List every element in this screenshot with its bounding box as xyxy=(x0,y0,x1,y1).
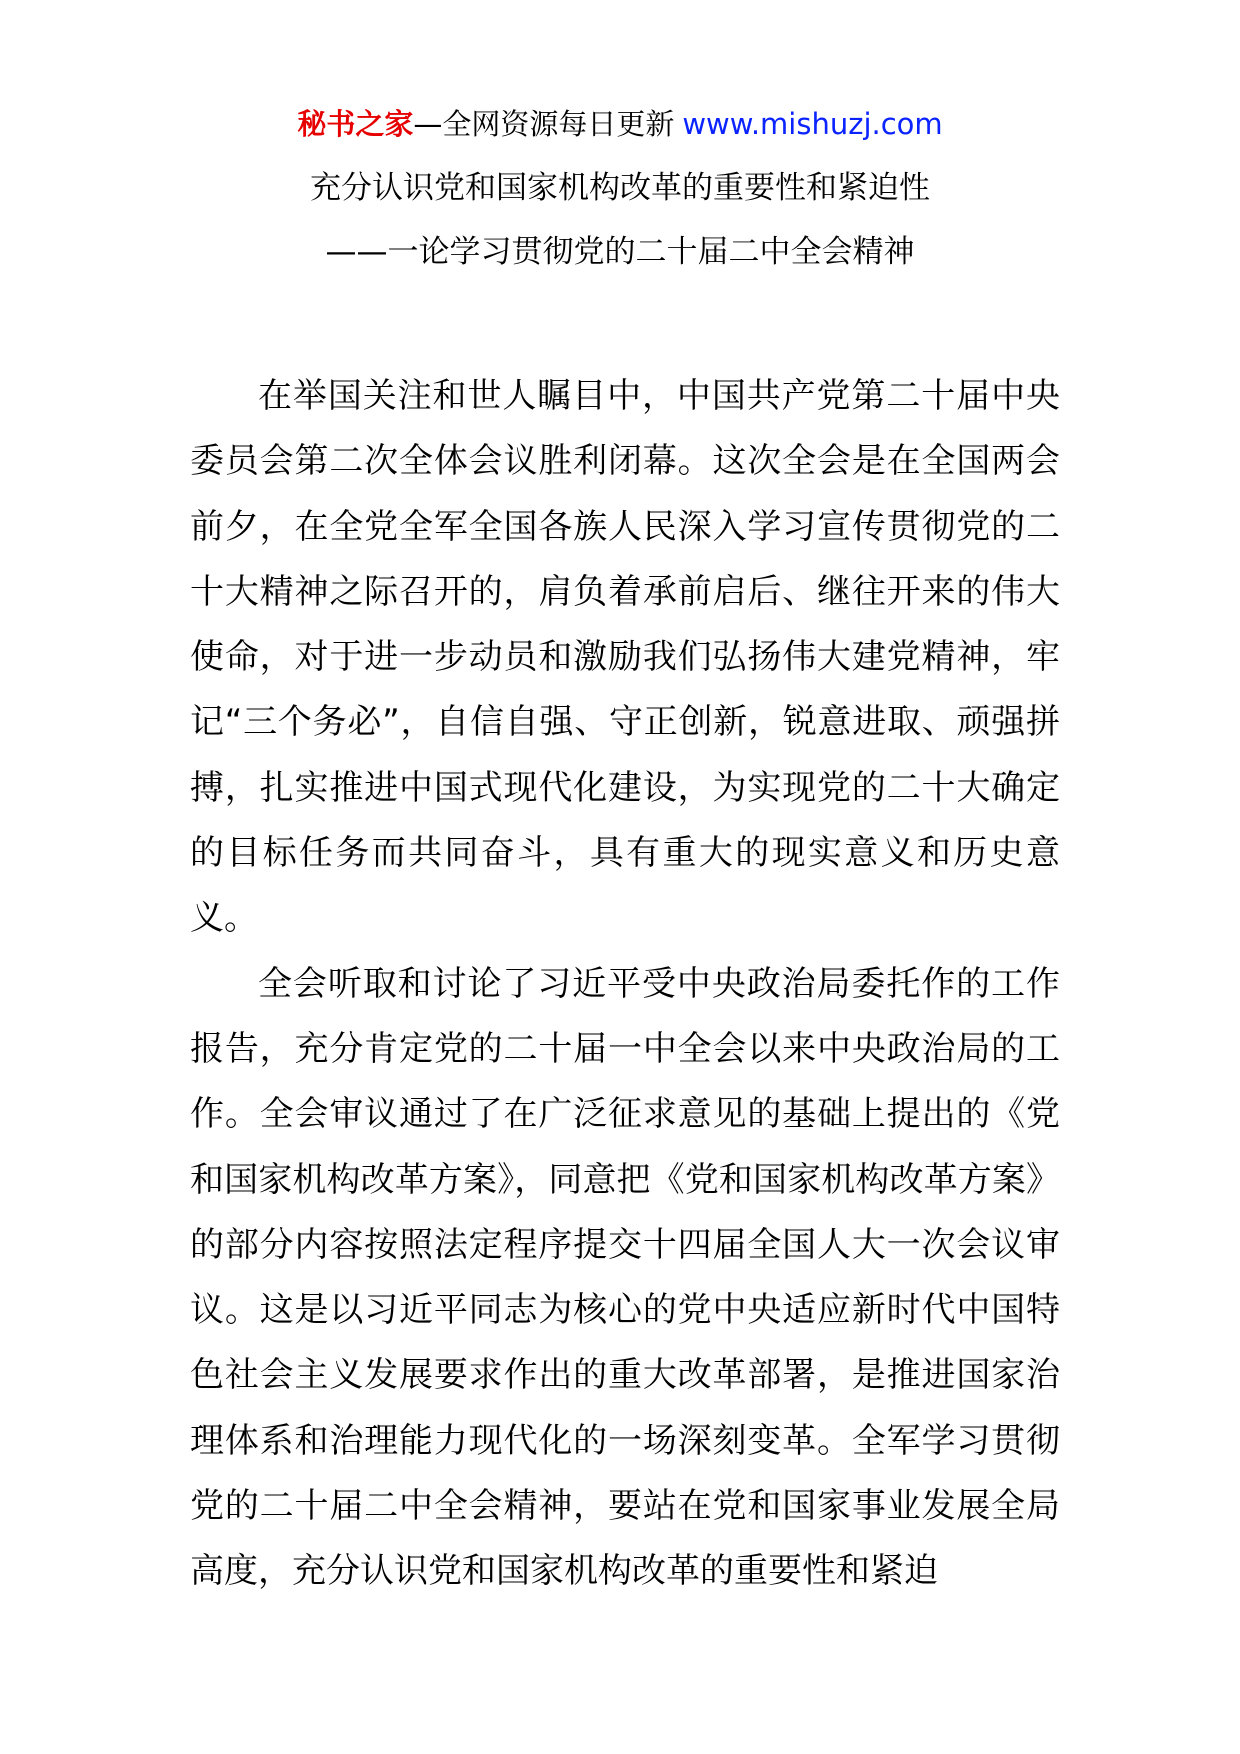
document-subtitle: ——一论学习贯彻党的二十届二中全会精神 xyxy=(325,234,915,270)
site-tagline: —全网资源每日更新 xyxy=(413,107,675,141)
site-header xyxy=(0,102,1240,146)
document-title: 充分认识党和国家机构改革的重要性和紧迫性 xyxy=(310,170,930,206)
site-brand: 秘书之家 xyxy=(297,107,414,141)
document-body xyxy=(190,364,1060,1605)
paragraph-2: 全会听取和讨论了习近平受中央政治局委托作的工作报告，充分肯定党的二十届一中全会以来中央政治局的工作。全会审议通过了在广泛征求意见的基础上提出的《党和国家机构改革方案》，同意把《党和国家机构改革方案》的部分内容按照法定程序提交十四届全国人大一次会议审议。这是以习近平同志为核心的党中央适应新时代中国特色社会主义发展要求作出的重大改革部署，是推进国家治理体系和治理能力现代化的一场深刻变革。全军学习贯彻党的二十届二中全会精神，要站在党和国家事业发展全局高度，充分认识党和国家机构改革的重要性和紧迫 xyxy=(190,963,1060,1592)
site-url-link[interactable]: www.mishuzj.com xyxy=(682,107,943,141)
paragraph-1: 在举国关注和世人瞩目中，中国共产党第二十届中央委员会第二次全体会议胜利闭幕。这次全会是在全国两会前夕，在全党全军全国各族人民深入学习宣传贯彻党的二十大精神之际召开的，肩负着承前启后、继往开来的伟大使命，对于进一步动员和激励我们弘扬伟大建党精神，牢记“三个务必”，自信自强、守正创新，锐意进取、顽强拼搏，扎实推进中国式现代化建设，为实现党的二十大确定的目标任务而共同奋斗，具有重大的现实意义和历史意义。 xyxy=(190,376,1060,939)
